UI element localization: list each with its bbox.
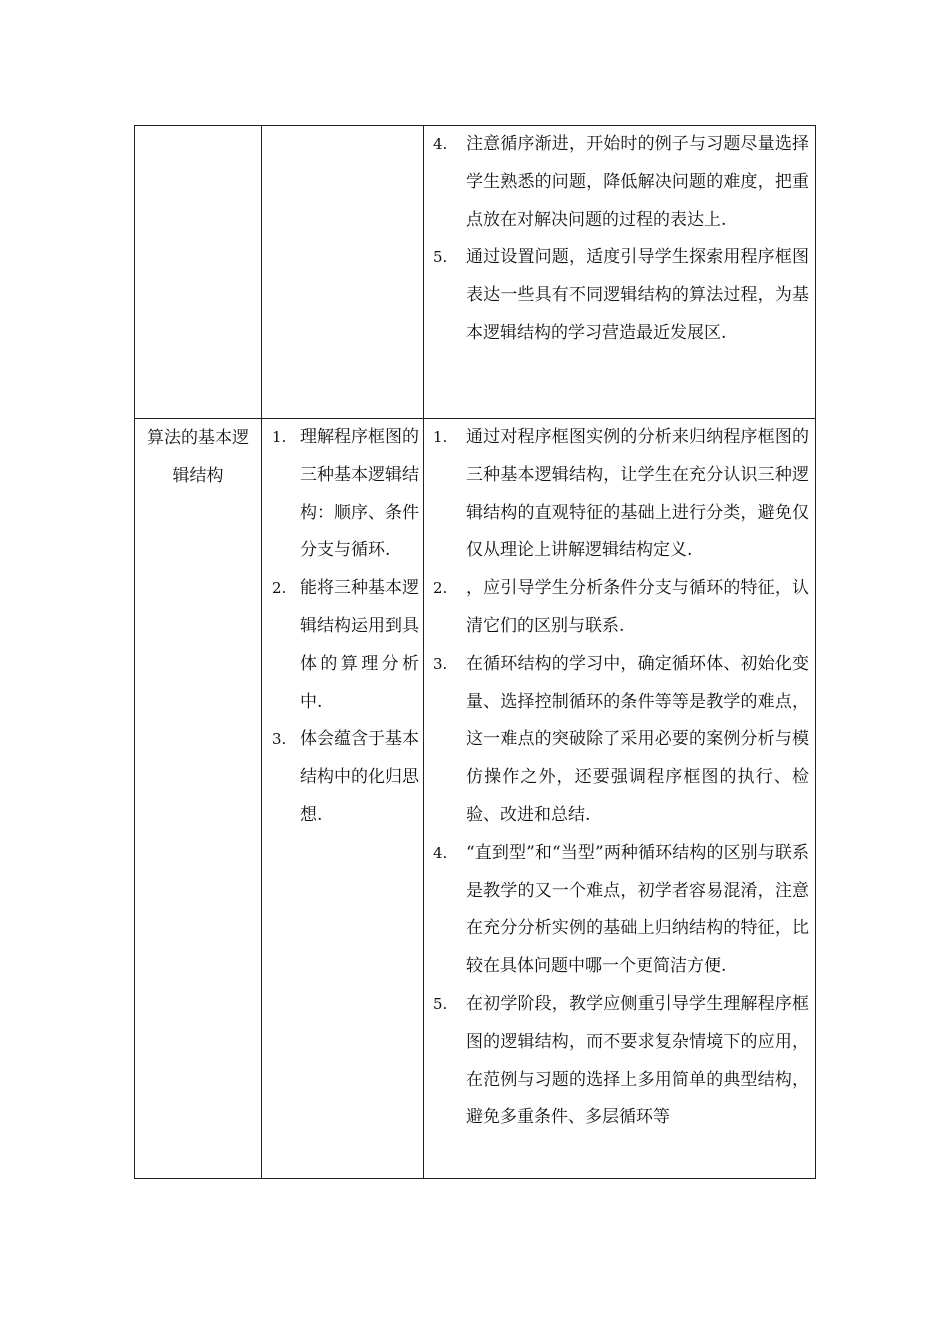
item-text: 通过对程序框图实例的分析来归纳程序框图的三种基本逻辑结构，让学生在充分认识三种逻辑结构的直观特征的基础上进行分类，避免仅仅从理论上讲解逻辑结构定义. [466, 427, 809, 561]
item-number: 1. [433, 428, 448, 446]
item-number: 4. [433, 843, 448, 862]
table-row [135, 126, 816, 419]
suggestions-cell [424, 126, 816, 419]
list-item [424, 570, 815, 646]
suggestions-cell [424, 419, 816, 1179]
list-item [424, 646, 815, 835]
list-item [262, 570, 423, 721]
item-number: 5. [433, 994, 448, 1013]
item-text: 体会蕴含于基本结构中的化归思想. [300, 729, 419, 825]
list-item [262, 721, 423, 834]
item-text: ，应引导学生分析条件分支与循环的特征，认清它们的区别与联系. [466, 578, 809, 636]
topic-cell [135, 419, 262, 1179]
list-item [424, 126, 815, 239]
item-number: 4. [433, 135, 448, 153]
item-number: 3. [272, 730, 287, 749]
topic-label: 算法的基本逻辑结构 [147, 428, 249, 486]
list-item [424, 835, 815, 986]
objective-list [262, 419, 423, 835]
curriculum-table [134, 125, 816, 1179]
objectives-cell [262, 419, 424, 1179]
list-item [424, 419, 815, 570]
suggestion-list [424, 126, 815, 353]
list-item [424, 239, 815, 352]
item-text: 在循环结构的学习中，确定循环体、初始化变量、选择控制循环的条件等等是教学的难点，这一难点的突破除了采用必要的案例分析与模仿操作之外，还要强调程序框图的执行、检验、改进和总结. [466, 653, 809, 825]
topic-cell [135, 126, 262, 419]
suggestion-list [424, 419, 815, 1137]
table-row [135, 419, 816, 1179]
list-item [424, 986, 815, 1137]
item-number: 2. [272, 579, 287, 598]
item-text: 通过设置问题，适度引导学生探索用程序框图表达一些具有不同逻辑结构的算法过程，为基本逻辑结构的学习营造最近发展区. [466, 247, 809, 343]
item-text: 在初学阶段，教学应侧重引导学生理解程序框图的逻辑结构，而不要求复杂情境下的应用，在范例与习题的选择上多用简单的典型结构，避免多重条件、多层循环等 [466, 993, 809, 1128]
list-item [262, 419, 423, 570]
item-number: 5. [433, 248, 448, 267]
item-number: 3. [433, 654, 448, 673]
item-number: 2. [433, 579, 448, 598]
item-text: “直到型”和“当型”两种循环结构的区别与联系是教学的又一个难点，初学者容易混淆，注意在充分分析实例的基础上归纳结构的特征，比较在具体问题中哪一个更简洁方便. [466, 842, 809, 977]
item-text: 注意循序渐进，开始时的例子与习题尽量选择学生熟悉的问题，降低解决问题的难度，把重点放在对解决问题的过程的表达上. [466, 134, 809, 230]
item-text: 理解程序框图的三种基本逻辑结构：顺序、条件分支与循环. [300, 427, 419, 561]
item-text: 能将三种基本逻辑结构运用到具体的算理分析中. [300, 578, 419, 712]
item-number: 1. [272, 428, 287, 446]
objectives-cell [262, 126, 424, 419]
